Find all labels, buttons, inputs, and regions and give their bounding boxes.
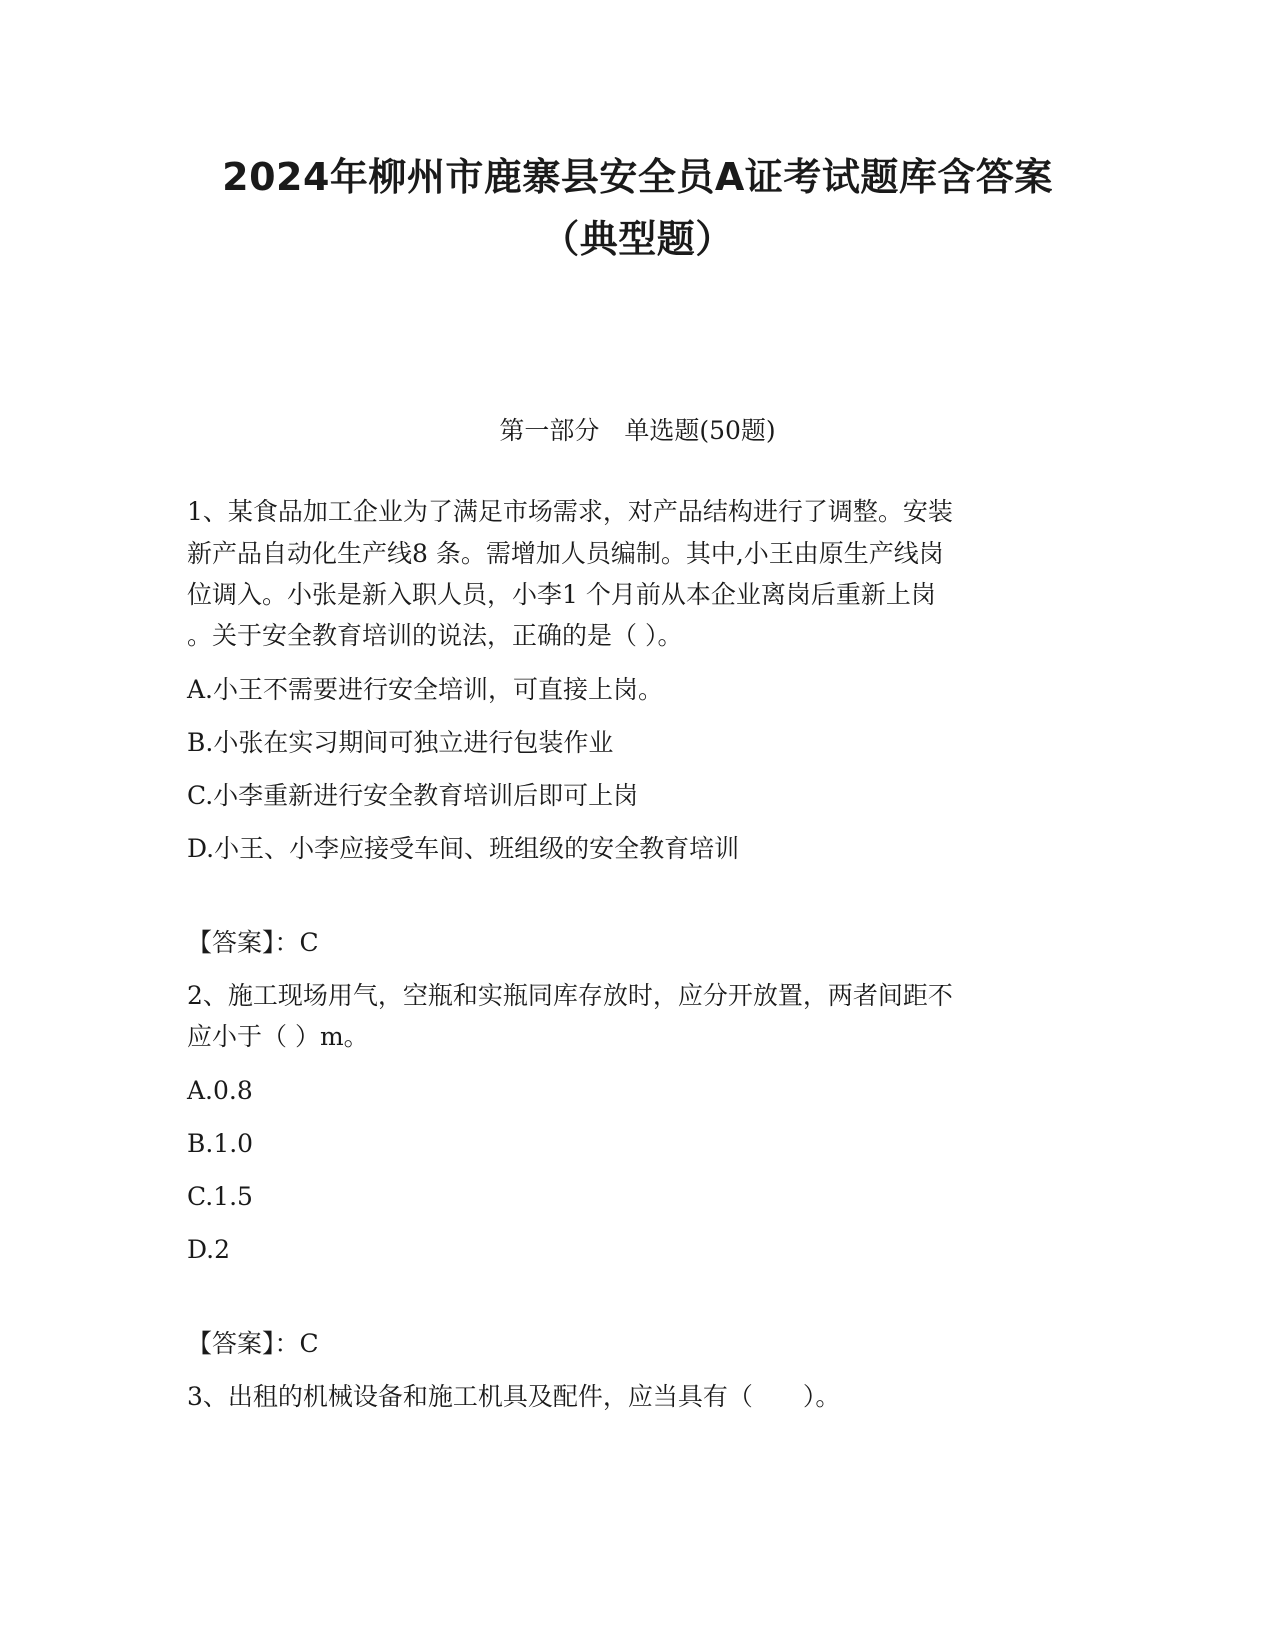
document-title-line-1: 2024年柳州市鹿寨县安全员A证考试题库含答案 (222, 155, 1053, 199)
question-2-line-2: 应小于（ ）m。 (187, 1022, 369, 1051)
question-1-option-a: A.小王不需要进行安全培训，可直接上岗。 (187, 675, 664, 704)
question-1-line-2: 新产品自动化生产线8 条。需增加人员编制。其中,小王由原生产线岗 (187, 539, 944, 568)
question-1-option-c: C.小李重新进行安全教育培训后即可上岗 (187, 781, 639, 810)
question-2-option-c: C.1.5 (187, 1182, 253, 1211)
question-1-line-3: 位调入。小张是新入职人员，小李1 个月前从本企业离岗后重新上岗 (187, 580, 936, 609)
question-1-line-4: 。关于安全教育培训的说法，正确的是（ ）。 (187, 621, 683, 650)
question-3-line-1: 3、出租的机械设备和施工机具及配件，应当具有（ ）。 (187, 1382, 841, 1411)
question-2-answer: 【答案】：C (187, 1329, 319, 1358)
question-1-option-b: B.小张在实习期间可独立进行包装作业 (187, 728, 614, 757)
section-title: 第一部分 单选题(50题) (499, 416, 776, 445)
question-1-answer: 【答案】：C (187, 928, 319, 957)
question-1-line-1: 1、某食品加工企业为了满足市场需求，对产品结构进行了调整。安装 (187, 497, 953, 526)
document-title-line-2: （典型题） (541, 217, 734, 261)
question-2-line-1: 2、施工现场用气，空瓶和实瓶同库存放时，应分开放置，两者间距不 (187, 981, 953, 1010)
question-2-option-a: A.0.8 (187, 1076, 253, 1105)
question-2-option-d: D.2 (187, 1235, 231, 1264)
question-2-option-b: B.1.0 (187, 1129, 254, 1158)
question-1-option-d: D.小王、小李应接受车间、班组级的安全教育培训 (187, 834, 740, 863)
